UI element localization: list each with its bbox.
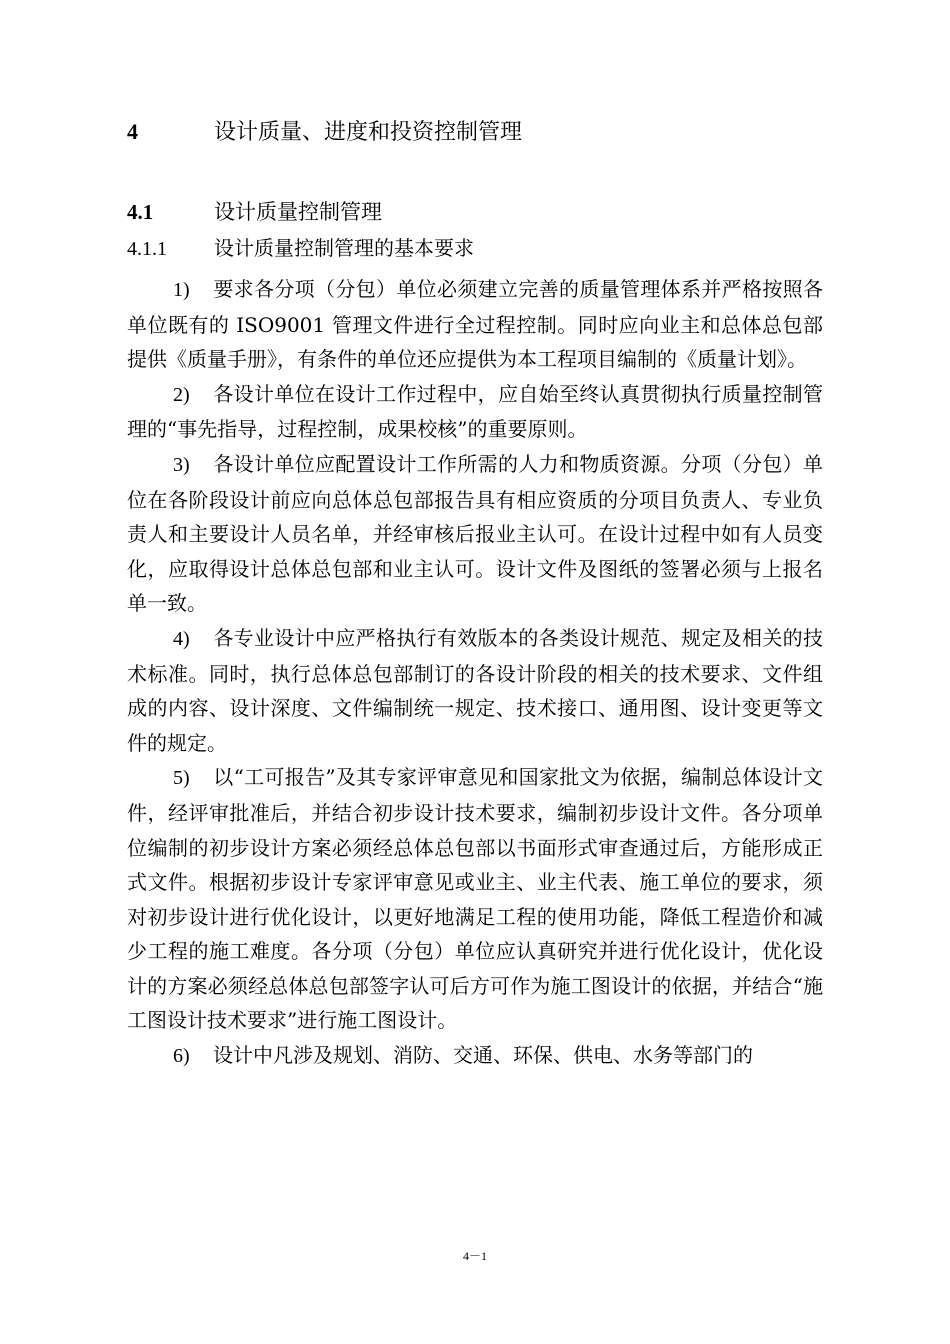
paragraph-number: 1) <box>173 279 190 301</box>
section-title: 设计质量控制管理 <box>214 200 382 224</box>
paragraph-number: 4) <box>173 627 190 650</box>
paragraph-number: 3) <box>173 453 190 476</box>
chapter-heading <box>127 117 522 148</box>
subsection-heading <box>127 233 474 264</box>
paragraph-number: 6) <box>173 1045 190 1068</box>
chapter-title: 设计质量、进度和投资控制管理 <box>214 120 523 145</box>
section-number: 4.1 <box>127 200 154 224</box>
paragraph-number: 5) <box>173 767 190 790</box>
paragraph-text: 各专业设计中应严格执行有效版本的各类设计规范、规定及相关的技术标准。同时，执行总体总包部制订的各设计阶段的相关的技术要求、文件组成的内容、设计深度、文件编制统一规定、技术接口、通用图、设计变更等文件的规定。 <box>127 625 823 755</box>
subsection-title: 设计质量控制管理的基本要求 <box>214 236 474 260</box>
paragraph-number: 2) <box>173 383 190 406</box>
paragraph-5 <box>127 760 823 1038</box>
page-number: 4－1 <box>462 1249 487 1263</box>
paragraph-text: 设计中凡涉及规划、消防、交通、环保、供电、水务等部门的 <box>213 1043 753 1068</box>
paragraph-text: 要求各分项（分包）单位必须建立完善的质量管理体系并严格按照各单位既有的 ISO9001 管理文件进行全过程控制。同时应向业主和总体总包部提供《质量手册》，有条件的单位还应提供为本工程项目编制的《质量计划》。 <box>127 277 823 372</box>
paragraph-1 <box>127 272 823 377</box>
subsection-number: 4.1.1 <box>127 238 167 260</box>
paragraph-text: 各设计单位在设计工作过程中，应自始至终认真贯彻执行质量控制管理的“事先指导，过程控制，成果校核”的重要原则。 <box>127 381 823 442</box>
paragraph-3 <box>127 447 823 621</box>
paragraph-text: 以“工可报告”及其专家评审意见和国家批文为依据，编制总体设计文件，经评审批准后，并结合初步设计技术要求，编制初步设计文件。各分项单位编制的初步设计方案必须经总体总包部以书面形式审查通过后，方能形成正式文件。根据初步设计专家评审意见或业主、业主代表、施工单位的要求，须对初步设计进行优化设计，以更好地满足工程的使用功能，降低工程造价和减少工程的施工难度。各分项（分包）单位应认真研究并进行优化设计，优化设计的方案必须经总体总包部签字认可后方可作为施工图设计的依据，并结合“施工图设计技术要求”进行施工图设计。 <box>127 765 823 1033</box>
paragraph-text: 各设计单位应配置设计工作所需的人力和物质资源。分项（分包）单位在各阶段设计前应向总体总包部报告具有相应资质的分项目负责人、专业负责人和主要设计人员名单，并经审核后报业主认可。在设计过程中如有人员变化，应取得设计总体总包部和业主认可。设计文件及图纸的签署必须与上报名单一致。 <box>127 451 823 616</box>
section-heading <box>127 197 382 227</box>
body-text <box>127 272 823 1074</box>
paragraph-2 <box>127 377 823 447</box>
chapter-number: 4 <box>127 119 138 144</box>
paragraph-6 <box>127 1038 823 1074</box>
paragraph-4 <box>127 621 823 760</box>
